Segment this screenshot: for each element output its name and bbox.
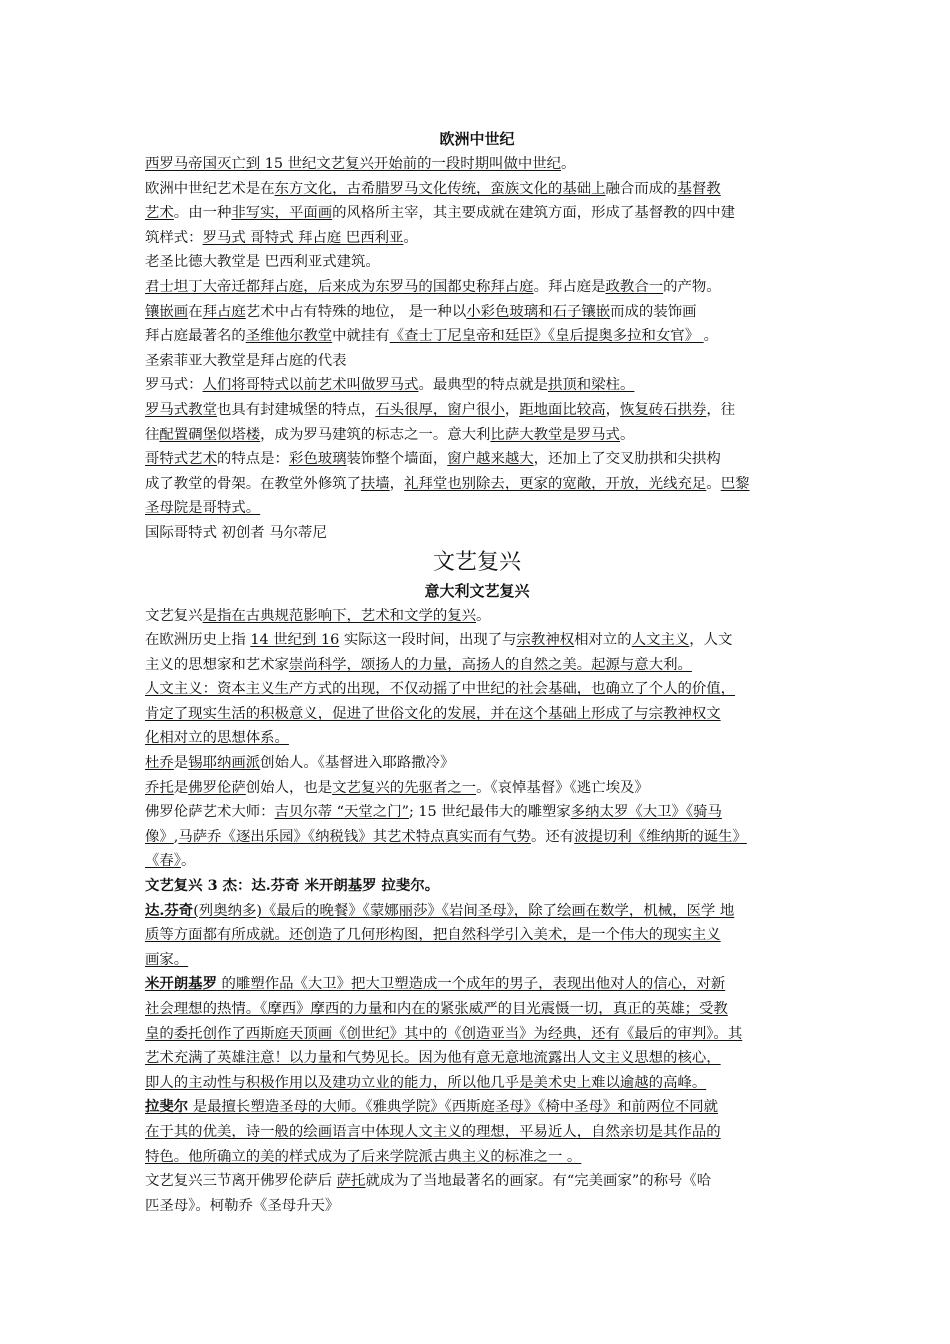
text-run: 的产物。 <box>663 278 721 295</box>
underlined-text: 文艺复兴的先驱者之一 <box>332 779 477 796</box>
text-run: 在欧洲历史上指 <box>145 632 251 649</box>
text-run: ; 15 世纪最伟大的雕塑家 <box>408 804 571 821</box>
underlined-text: 佛罗伦萨 <box>188 779 246 796</box>
text-line <box>145 324 809 349</box>
text-run: 罗马式： <box>145 377 203 394</box>
underlined-text: (列奥纳多)《最后的晚餐》《蒙娜丽莎》《岩间圣母》，除了绘画在数学，机械，医学 地 <box>193 902 735 919</box>
text-run: 欧洲中世纪艺术是在 <box>145 180 275 197</box>
underlined-text: 《查士丁尼皇帝和廷臣》《皇后提奥多拉和女官》 <box>389 328 704 345</box>
text-line <box>145 398 809 423</box>
text-run: 老圣比德大教堂是 巴西利亚式建筑。 <box>145 254 380 271</box>
text-line <box>145 628 809 653</box>
underlined-text: 西罗马帝国灭亡到 15 世纪文艺复兴开始前的一段时期叫做中世纪 <box>145 156 562 172</box>
underlined-text: 杜乔 <box>145 755 174 772</box>
text-line <box>145 899 809 924</box>
underlined-text: 非写实，平面画 <box>231 205 333 222</box>
text-line <box>145 1120 809 1145</box>
text-run: 装饰整个墙面， <box>346 451 448 468</box>
text-run: 的风格所主宰，其主要成就在建筑方面，形成了基督教的四中建 <box>332 205 736 222</box>
underlined-text: 哥特式艺术 <box>145 451 217 468</box>
underlined-text: 的雕塑作品《大卫》把大卫塑造成一个成年的男子，表现出他对人的信心，对新 <box>216 976 726 993</box>
text-run: 。最典型的特点就是 <box>418 377 548 394</box>
underlined-text: 石头很厚，窗户很小 <box>375 401 505 418</box>
underlined-text: 基督教 <box>677 180 721 197</box>
text-line <box>145 447 809 472</box>
text-line <box>145 300 809 325</box>
text-line <box>145 1022 809 1047</box>
text-run: 佛罗伦萨艺术大师： <box>145 804 275 821</box>
text-line <box>145 874 809 899</box>
text-line <box>145 1145 809 1170</box>
text-line <box>145 948 809 973</box>
underlined-text: 肯定了现实生活的积极意义，促进了世俗文化的发展，并在这个基础上形成了与宗教神权文 <box>145 705 721 722</box>
text-run: 的特点是： <box>216 451 289 468</box>
underlined-text: 人们将哥特式以前艺术叫做罗马式 <box>202 377 419 394</box>
underlined-text: 罗马式 哥特式 拜占庭 巴西利亚 <box>202 229 404 246</box>
underlined-text: 比萨大教堂是罗马式 <box>490 426 620 443</box>
text-run: 文艺复兴三节离开佛罗伦萨后 <box>145 1173 337 1190</box>
text-run: 往 <box>145 426 160 443</box>
text-run: ，往 <box>706 401 736 418</box>
text-run: 文艺复兴 <box>145 607 203 624</box>
text-run: ， <box>605 401 620 418</box>
text-line <box>145 1194 809 1219</box>
text-run: 创始人，也是 <box>245 779 333 796</box>
text-line <box>145 472 809 497</box>
underlined-text: 君士坦丁大帝迁都拜占庭，后来成为东罗马的国都史称拜占庭 <box>145 278 534 295</box>
text-run: 融合而成的 <box>605 180 678 197</box>
underlined-text: 米开朗基罗 <box>145 975 217 993</box>
underlined-text: 质等方面都有所成就。还创造了几何形构图，把自然科学引入美术，是一个伟大的现实主义 <box>145 927 721 944</box>
underlined-text: 窗户越来越大 <box>447 451 534 468</box>
underlined-text: 人文主义：资本主义生产方式的出现，不仅动摇了中世纪的社会基础，也确立了个人的价值， <box>145 681 736 698</box>
text-run: 是 <box>173 755 189 772</box>
text-run: , <box>173 828 179 845</box>
section-title-medieval: 欧洲中世纪 <box>439 130 515 148</box>
underlined-text: 圣维他尔教堂 <box>245 328 333 345</box>
text-run: 在 <box>188 303 203 320</box>
underlined-text: 画家。 <box>145 951 189 968</box>
text-line <box>145 923 809 948</box>
underlined-text: 彩色玻璃 <box>288 451 347 468</box>
text-line <box>145 226 809 251</box>
section-subtitle-italian-renaissance: 意大利文艺复兴 <box>424 581 530 600</box>
underlined-text: 波提切利《维纳斯的诞生》 <box>574 828 747 845</box>
underlined-text: 政教合一 <box>605 278 664 295</box>
text-run: 是 <box>173 779 189 796</box>
text-run: 。 <box>703 328 719 345</box>
text-run: 也具有封建城堡的特点， <box>216 401 376 418</box>
underlined-text: 拉斐尔 <box>145 1098 189 1116</box>
underlined-text: 礼拜堂也别除去，更家的宽敞，开放，光线充足 <box>404 475 707 492</box>
underlined-text: 像》 <box>145 828 174 845</box>
document-page <box>145 126 809 1218</box>
text-line <box>145 849 809 874</box>
underlined-text: 配置碉堡似塔楼 <box>159 426 261 443</box>
text-run: 。拜占庭是 <box>533 278 606 295</box>
underlined-text: 社会理想的热情。《摩西》摩西的力量和内在的紧张威严的目光震慑一切，真正的英雄；受教 <box>145 1001 728 1017</box>
text-line <box>145 800 809 825</box>
underlined-text: 特色。他所确立的美的样式成为了后来学院派古典主义的标准之一 。 <box>145 1148 582 1165</box>
underlined-text: 镶嵌画 <box>145 303 189 320</box>
text-run: 国际哥特式 初创者 马尔蒂尼 <box>145 524 327 541</box>
text-line <box>145 177 809 202</box>
underlined-text: 距地面比较高 <box>519 401 606 418</box>
underlined-text: 扶墙 <box>360 475 390 492</box>
underlined-text: 乔托 <box>145 779 174 796</box>
text-line <box>145 275 809 300</box>
text-line <box>145 1095 809 1120</box>
text-line <box>145 972 809 997</box>
underlined-text: 小彩色玻璃和石子镶嵌 <box>466 303 611 320</box>
text-run: ，成为罗马建筑的标志之一。意大利 <box>260 426 491 443</box>
text-run: 相对立的 <box>574 632 632 649</box>
text-run: 。 <box>476 607 491 624</box>
underlined-text: 宗教神权 <box>516 632 575 649</box>
text-run: 拜占庭最著名的 <box>145 328 246 345</box>
underlined-text: 巴黎 <box>720 475 750 492</box>
text-run: ，还加上了交叉肋拱和尖拱构 <box>533 451 721 468</box>
text-run: 。 <box>706 475 721 492</box>
text-line <box>145 825 809 850</box>
text-run: 中就挂有 <box>332 328 390 345</box>
text-run: ， <box>389 475 405 492</box>
text-run: 创始人。《基督进入耶路撒冷》 <box>260 755 455 772</box>
text-run: 主义的思想家和艺术家 <box>145 656 289 673</box>
underlined-text: 化相对立的思想体系。 <box>145 730 289 747</box>
underlined-text: 东方文化，古希腊罗马文化传统，蛮族文化的基础上 <box>274 180 606 197</box>
text-run: 。《哀悼基督》《逃亡埃及》 <box>476 779 649 796</box>
text-run: 筑样式： <box>145 229 203 246</box>
underlined-text: 14 世纪到 16 <box>250 632 340 649</box>
text-line <box>145 152 809 177</box>
underlined-text: 在于其的优美，诗一般的绘画语言中体现人文主义的理想，平易近人，自然亲切是其作品的 <box>145 1123 721 1140</box>
underlined-text: 萨托 <box>336 1173 366 1190</box>
text-line <box>145 250 809 275</box>
text-run: 艺术中占有特殊的地位， 是一种以 <box>245 303 467 320</box>
text-line <box>145 1046 809 1071</box>
text-line <box>145 997 809 1022</box>
text-run: 。 <box>561 156 576 172</box>
text-line <box>145 521 809 546</box>
underlined-text: 是指在古典规范影响下，艺术和文学的复兴 <box>202 607 477 624</box>
underlined-text: 拱顶和梁柱。 <box>547 377 635 394</box>
text-run: ， <box>504 401 520 418</box>
underlined-text: 艺术 <box>145 205 174 222</box>
text-run: 圣索菲亚大教堂是拜占庭的代表 <box>145 352 347 369</box>
text-line <box>145 496 809 521</box>
underlined-text: 吉贝尔蒂 “天堂之门” <box>274 804 409 821</box>
underlined-text: 锡耶纳画派 <box>188 755 261 772</box>
underlined-text: 人文主义 <box>631 632 690 649</box>
text-line <box>145 373 809 398</box>
text-line <box>145 349 809 374</box>
text-run: ，人文 <box>689 632 733 649</box>
section-title-renaissance: 文艺复兴 <box>432 549 521 575</box>
text-line <box>145 201 809 226</box>
text-run: 就成为了当地最著名的画家。有“完美画家”的称号《哈 <box>365 1173 712 1190</box>
text-line <box>145 604 809 629</box>
underlined-text: 恢复砖石拱券 <box>619 401 707 418</box>
text-line <box>145 423 809 448</box>
underlined-text: 是最擅长塑造圣母的大师。《雅典学院》《西斯庭圣母》《椅中圣母》和前两位不同就 <box>188 1099 719 1116</box>
underlined-text: 罗马式教堂 <box>145 401 217 418</box>
text-line <box>145 677 809 702</box>
text-run: 成了教堂的骨架。在教堂外修筑了 <box>145 475 361 492</box>
text-run: 。 <box>619 426 635 443</box>
underlined-text: 皇的委托创作了西斯庭天顶画《创世纪》其中的《创造亚当》为经典，还有《最后的审判》。其 <box>145 1025 743 1042</box>
underlined-text: 多纳太罗《大卫》《骑马 <box>570 804 722 821</box>
text-line <box>145 726 809 751</box>
text-line <box>145 776 809 801</box>
text-run: 。还有 <box>530 828 575 845</box>
underlined-text: 马萨乔《逐出乐园》《纳税钱》其艺术特点真实而有气势 <box>178 828 531 845</box>
text-run: 。 <box>403 229 418 246</box>
text-run: 实际这一段时间，出现了与 <box>339 632 517 649</box>
text-run: 匹圣母》。柯勒乔《圣母升天》 <box>145 1197 340 1214</box>
text-run: 。由一种 <box>173 205 232 222</box>
text-line <box>145 1169 809 1194</box>
underlined-text: 圣母院是哥特式。 <box>145 500 261 517</box>
section-medieval-body <box>145 152 809 546</box>
underlined-text: 艺术充满了英雄注意！以力量和气势见长。因为他有意无意地流露出人文主义思想的核心， <box>145 1050 721 1067</box>
text-line <box>145 751 809 776</box>
section-renaissance-body <box>145 604 809 1219</box>
underlined-text: 崇尚科学，颂扬人的力量，高扬人的自然之美。起源与意大利。 <box>288 656 692 673</box>
underlined-text: 即人的主动性与积极作用以及建功立业的能力，所以他几乎是美术史上难以逾越的高峰。 <box>145 1074 707 1091</box>
text-line <box>145 702 809 727</box>
underlined-text: 达.芬奇 <box>145 901 194 919</box>
text-run: 。 <box>180 853 196 870</box>
underlined-text: 《春》 <box>145 853 181 870</box>
text-run: 而成的装饰画 <box>610 303 697 320</box>
text-line <box>145 653 809 678</box>
underlined-text: 拜占庭 <box>202 303 246 320</box>
text-line <box>145 1071 809 1096</box>
text-run: 文艺复兴 3 杰：达.芬奇 米开朗基罗 拉斐尔。 <box>145 877 440 895</box>
